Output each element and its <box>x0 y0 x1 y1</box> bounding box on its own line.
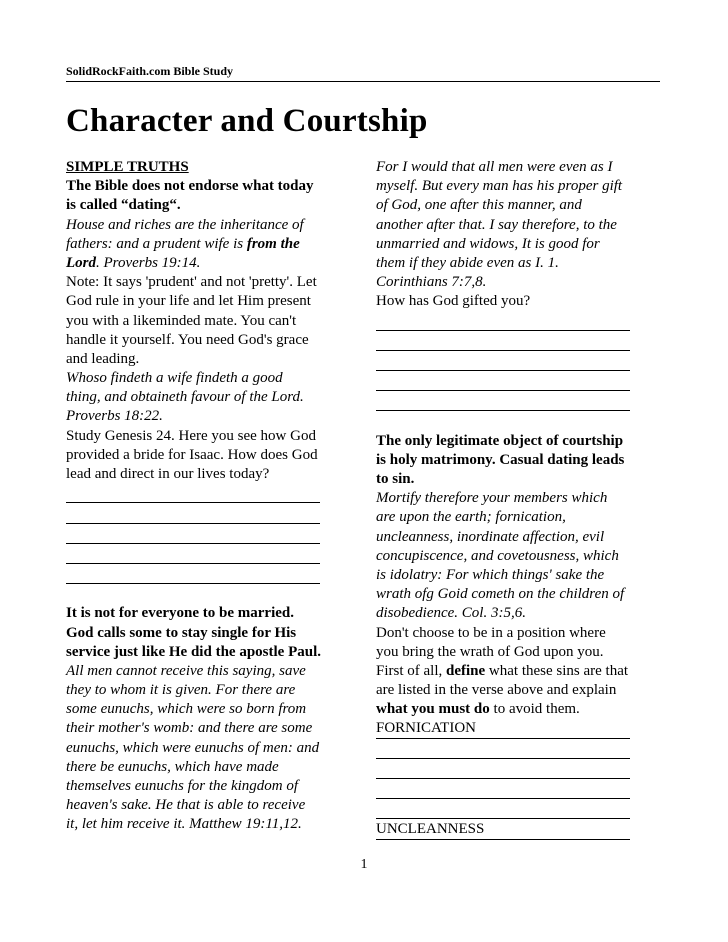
proverbs-19-line: House and riches are the inheritance of <box>66 216 304 233</box>
colossians-line: is idolatry: For which things' sake the <box>376 566 605 583</box>
single-statement-line: God calls some to stay single for His <box>66 624 297 641</box>
instruction-line: you bring the wrath of God upon you. <box>376 643 604 660</box>
proverbs-19-emphasis: Lord <box>66 254 96 271</box>
section-heading: SIMPLE TRUTHS <box>66 159 189 175</box>
fornication-label: FORNICATION <box>376 720 477 737</box>
uncleanness-label: UNCLEANNESS <box>376 821 485 838</box>
corinthians-line: another after that. I say therefore, to the <box>376 216 617 233</box>
spacer <box>376 412 662 431</box>
instruction-text: to avoid them. <box>489 701 580 718</box>
matthew-line: some eunuchs, which were so born from <box>66 701 307 718</box>
note-line: you with a likeminded mate. You can't <box>66 312 297 329</box>
dating-statement-line: The Bible does not endorse what today <box>66 178 314 195</box>
colossians-line: are upon the earth; fornication, <box>376 509 566 526</box>
answer-line[interactable] <box>376 372 630 391</box>
answer-line[interactable] <box>66 504 320 523</box>
genesis-line: lead and direct in our lives today? <box>66 466 270 482</box>
instruction-text: what these sins are that <box>485 662 629 679</box>
instruction-line <box>376 662 662 681</box>
proverbs-18-line: Whoso findeth a wife findeth a good <box>66 370 283 387</box>
proverbs-19-line <box>66 235 358 254</box>
left-column <box>66 158 358 835</box>
colossians-line: disobedience. Col. 3:5,6. <box>376 605 526 622</box>
colossians-line: wrath ofg Goid cometh on the children of <box>376 586 625 603</box>
colossians-line: concupiscence, and covetousness, which <box>376 547 619 564</box>
answer-line[interactable] <box>376 740 630 759</box>
instruction-line: Don't choose to be in a position where <box>376 624 606 641</box>
proverbs-19-emphasis: from the <box>246 235 300 252</box>
corinthians-line: Corinthians 7:7,8. <box>376 274 487 291</box>
matthew-line: heaven's sake. He that is able to receive <box>66 797 306 814</box>
matrimony-statement-line: is holy matrimony. Casual dating leads <box>376 451 625 468</box>
matthew-line: it, let him receive it. Matthew 19:11,12. <box>66 816 302 833</box>
matrimony-statement-line: to sin. <box>376 471 415 487</box>
proverbs-18-line: thing, and obtaineth favour of the Lord. <box>66 389 304 406</box>
answer-line[interactable] <box>66 545 320 564</box>
matthew-line: their mother's womb: and there are some <box>66 720 313 737</box>
colossians-line: uncleanness, inordinate affection, evil <box>376 528 605 545</box>
proverbs-18-line: Proverbs 18:22. <box>66 408 163 425</box>
document-header: SolidRockFaith.com Bible Study <box>66 63 660 82</box>
matthew-line: eunuchs, which were eunuchs of men: and <box>66 739 320 756</box>
answer-line[interactable] <box>376 332 630 351</box>
matthew-line: they to whom it is given. For there are <box>66 682 296 699</box>
proverbs-19-text: fathers: and a prudent wife is <box>66 235 247 252</box>
matthew-line: All men cannot receive this saying, save <box>66 662 306 679</box>
genesis-line: provided a bride for Isaac. How does God <box>66 446 318 463</box>
proverbs-19-reference: . Proverbs 19:14. <box>96 254 201 271</box>
instruction-emphasis: define <box>446 662 486 679</box>
answer-line[interactable] <box>376 800 630 819</box>
single-statement-line: It is not for everyone to be married. <box>66 605 295 622</box>
answer-line[interactable] <box>376 392 630 411</box>
note-line: Note: It says 'prudent' and not 'pretty'. Let <box>66 274 317 291</box>
instruction-line: are listed in the verse above and explain <box>376 682 617 699</box>
matthew-line: there be eunuchs, which have made <box>66 758 279 775</box>
matthew-line: themselves eunuchs for the kingdom of <box>66 778 299 794</box>
answer-line[interactable] <box>66 484 320 503</box>
answer-line[interactable] <box>376 760 630 779</box>
page-title: Character and Courtship <box>66 103 428 139</box>
note-line: handle it yourself. You need God's grace <box>66 331 309 348</box>
dating-statement-line: is called “dating“. <box>66 197 181 214</box>
corinthians-line: of God, one after this manner, and <box>376 197 582 214</box>
answer-line[interactable] <box>66 565 320 584</box>
corinthians-line: For I would that all men were even as I <box>376 159 613 175</box>
genesis-line: Study Genesis 24. Here you see how God <box>66 427 316 444</box>
gift-question: How has God gifted you? <box>376 293 531 310</box>
answer-line[interactable] <box>376 352 630 371</box>
spacer <box>66 585 358 604</box>
colossians-line: Mortify therefore your members which <box>376 490 608 507</box>
instruction-line <box>376 700 662 719</box>
single-statement-line: service just like He did the apostle Paul. <box>66 643 321 660</box>
corinthians-line: them if they abide even as I. 1. <box>376 254 559 271</box>
instruction-text: First of all, <box>376 662 446 679</box>
answer-line[interactable] <box>66 525 320 544</box>
note-line: God rule in your life and let Him present <box>66 293 311 310</box>
proverbs-19-line <box>66 254 358 273</box>
page-number: 1 <box>360 857 368 872</box>
answer-line[interactable] <box>376 780 630 799</box>
note-line: and leading. <box>66 350 140 367</box>
corinthians-line: myself. But every man has his proper gift <box>376 178 623 195</box>
right-column <box>376 158 662 841</box>
answer-line[interactable] <box>376 312 630 331</box>
uncleanness-answer-line[interactable] <box>376 820 630 839</box>
matrimony-statement-line: The only legitimate object of courtship <box>376 432 624 449</box>
fornication-answer-line[interactable] <box>376 719 630 738</box>
instruction-emphasis: what you must do <box>376 701 490 718</box>
corinthians-line: unmarried and widows, It is good for <box>376 235 600 252</box>
